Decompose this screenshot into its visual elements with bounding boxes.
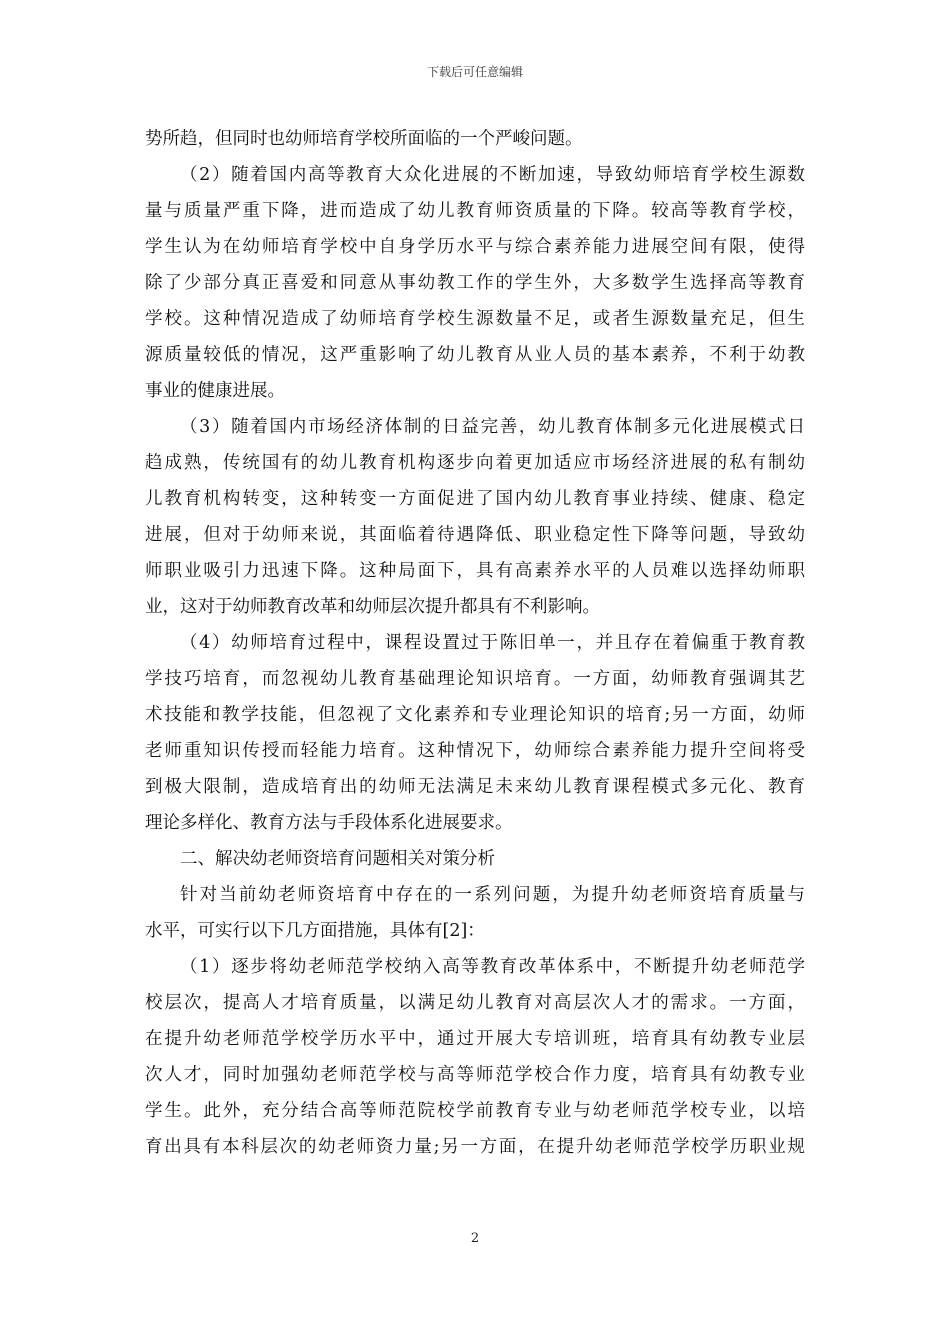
- text-line: 学技巧培育，而忽视幼儿教育基础理论知识培育。一方面，幼师教育强调其艺: [145, 669, 805, 689]
- text-line: 事业的健康进展。: [145, 381, 285, 401]
- text-line: 水平，可实行以下几方面措施，具体有[2]：: [145, 921, 485, 941]
- text-line: 师职业吸引力迅速下降。这种局面下，具有高素养水平的人员难以选择幼师职: [145, 561, 805, 581]
- section-heading: 二、解决幼老师资培育问题相关对策分析: [180, 849, 495, 869]
- text-line: 儿教育机构转变，这种转变一方面促进了国内幼儿教育事业持续、健康、稳定: [145, 489, 805, 509]
- paragraph-intro-start: 针对当前幼老师资培育中存在的一系列问题，为提升幼老师资培育质量与: [180, 885, 805, 905]
- text-line: 学生认为在幼师培育学校中自身学历水平与综合素养能力进展空间有限，使得: [145, 237, 805, 257]
- page-header: 下载后可任意编辑: [426, 65, 523, 79]
- text-line: 在提升幼老师范学校学历水平中，通过开展大专培训班，培育具有幼教专业层: [145, 1029, 805, 1049]
- text-line: 趋成熟，传统国有的幼儿教育机构逐步向着更加适应市场经济进展的私有制幼: [145, 453, 805, 473]
- page-number: 2: [470, 1231, 480, 1246]
- text-line: 次人才，同时加强幼老师范学校与高等师范学校合作力度，培育具有幼教专业: [145, 1065, 805, 1085]
- text-line: 业，这对于幼师教育改革和幼师层次提升都具有不利影响。: [145, 597, 600, 617]
- text-line: 学生。此外，充分结合高等师范院校学前教育专业与幼老师范学校专业，以培: [145, 1101, 805, 1121]
- text-line: 育出具有本科层次的幼老师资力量;另一方面，在提升幼老师范学校学历职业规: [145, 1137, 805, 1157]
- paragraph-4-start: （4）幼师培育过程中，课程设置过于陈旧单一，并且存在着偏重于教育教: [180, 633, 805, 653]
- text-line: 量与质量严重下降，进而造成了幼儿教育师资质量的下降。较高等教育学校，: [145, 201, 805, 221]
- paragraph-3-start: （3）随着国内市场经济体制的日益完善，幼儿教育体制多元化进展模式日: [180, 417, 805, 437]
- text-line: 到极大限制，造成培育出的幼师无法满足未来幼儿教育课程模式多元化、教育: [145, 777, 805, 797]
- text-line: 除了少部分真正喜爱和同意从事幼教工作的学生外，大多数学生选择高等教育: [145, 273, 805, 293]
- text-line: 老师重知识传授而轻能力培育。这种情况下，幼师综合素养能力提升空间将受: [145, 741, 805, 761]
- text-line: 校层次，提高人才培育质量，以满足幼儿教育对高层次人才的需求。一方面，: [145, 993, 805, 1013]
- document-body: [145, 121, 805, 1165]
- paragraph-measure-1-start: （1）逐步将幼老师范学校纳入高等教育改革体系中，不断提升幼老师范学: [180, 957, 805, 977]
- paragraph-2-start: （2）随着国内高等教育大众化进展的不断加速，导致幼师培育学校生源数: [180, 165, 805, 185]
- text-line: 势所趋，但同时也幼师培育学校所面临的一个严峻问题。: [145, 129, 583, 149]
- text-line: 学校。这种情况造成了幼师培育学校生源数量不足，或者生源数量充足，但生: [145, 309, 805, 329]
- text-line: 术技能和教学技能，但忽视了文化素养和专业理论知识的培育;另一方面，幼师: [145, 705, 805, 725]
- text-line: 源质量较低的情况，这严重影响了幼儿教育从业人员的基本素养，不利于幼教: [145, 345, 805, 365]
- text-line: 进展，但对于幼师来说，其面临着待遇降低、职业稳定性下降等问题，导致幼: [145, 525, 805, 545]
- text-line: 理论多样化、教育方法与手段体系化进展要求。: [145, 813, 513, 833]
